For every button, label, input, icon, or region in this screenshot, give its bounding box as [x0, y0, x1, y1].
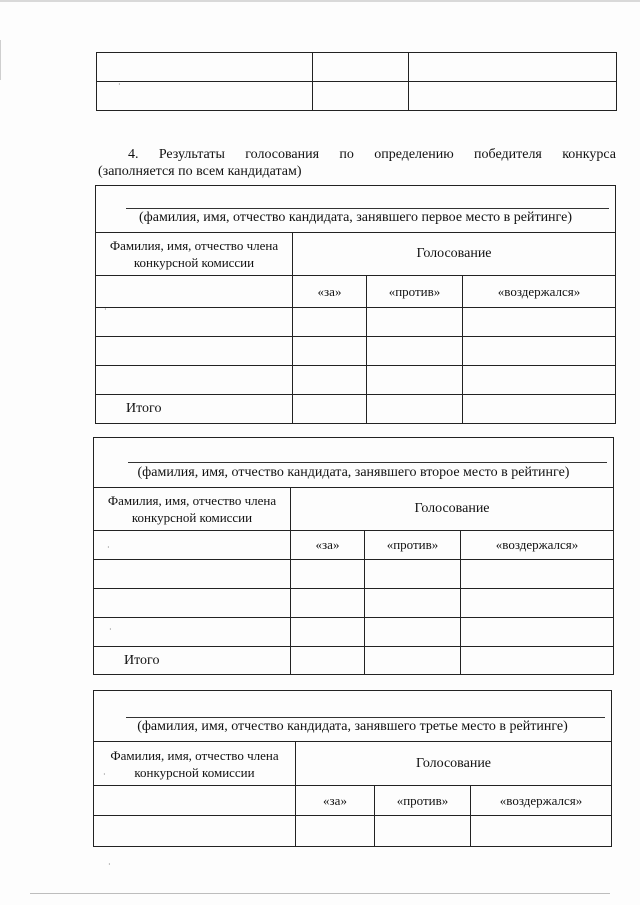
scan-speck: · [104, 305, 107, 314]
candidate-name-box-1 [95, 185, 616, 233]
option-for: «за» [293, 276, 367, 308]
table-cell [293, 337, 367, 366]
candidate-name-box-3 [93, 690, 612, 742]
section-heading [100, 146, 616, 180]
table-cell [94, 786, 296, 816]
table-row [94, 816, 612, 847]
table-row [94, 560, 614, 589]
candidate-caption-2: (фамилия, имя, отчество кандидата, занявшего второе место в рейтинге) [137, 465, 570, 480]
table-cell [291, 560, 365, 589]
table-cell [461, 560, 614, 589]
table-cell [291, 647, 365, 675]
heading-word: Результаты [158, 147, 225, 162]
table-cell [375, 816, 471, 847]
table-cell [367, 308, 463, 337]
table-row [94, 488, 614, 531]
option-against: «против» [367, 276, 463, 308]
table-row [94, 618, 614, 647]
table-cell [94, 589, 291, 618]
table-cell [461, 618, 614, 647]
scan-speck: · [109, 625, 112, 634]
heading-word: голосования [245, 147, 320, 162]
option-for: «за» [291, 531, 365, 560]
table-cell [97, 53, 313, 82]
option-abstained: «воздержался» [471, 786, 612, 816]
table-cell [293, 366, 367, 395]
table-cell [463, 366, 616, 395]
section-number: 4. [128, 147, 139, 162]
option-abstained: «воздержался» [463, 276, 616, 308]
table-cell [313, 53, 409, 82]
heading-word: конкурса [562, 147, 616, 162]
candidate-name-box-2 [93, 437, 614, 488]
total-label: Итого [94, 647, 291, 675]
table-cell [409, 53, 617, 82]
table-row [94, 742, 612, 786]
heading-line-1 [100, 146, 616, 163]
table-row [96, 337, 616, 366]
scan-speck: · [103, 770, 106, 779]
table-cell [367, 395, 463, 424]
table-cell [97, 82, 313, 111]
table-cell [291, 589, 365, 618]
option-abstained: «воздержался» [461, 531, 614, 560]
table-cell [94, 618, 291, 647]
table-cell [365, 647, 461, 675]
option-for: «за» [296, 786, 375, 816]
name-line [126, 717, 605, 718]
total-label: Итого [96, 395, 293, 424]
vote-table-3 [93, 741, 612, 847]
scan-edge-left [0, 40, 1, 80]
table-cell [461, 647, 614, 675]
scan-edge-top [0, 0, 640, 2]
table-row [97, 82, 617, 111]
table-cell [471, 816, 612, 847]
table-row [96, 366, 616, 395]
heading-word: победителя [474, 147, 542, 162]
name-line [128, 462, 607, 463]
member-header: Фамилия, имя, отчество члена конкурсной комиссии [96, 233, 293, 276]
table-cell [463, 337, 616, 366]
name-line [126, 208, 609, 209]
vote-table-1 [95, 232, 616, 424]
table-cell [365, 589, 461, 618]
table-row [94, 647, 614, 675]
continued-table [96, 52, 617, 111]
table-cell [313, 82, 409, 111]
table-cell [96, 276, 293, 308]
table-cell [463, 308, 616, 337]
table-cell [463, 395, 616, 424]
table-cell [293, 308, 367, 337]
heading-word: определению [374, 147, 454, 162]
member-header: Фамилия, имя, отчество члена конкурсной комиссии [94, 488, 291, 531]
table-cell [409, 82, 617, 111]
vote-header: Голосование [291, 488, 614, 531]
member-header: Фамилия, имя, отчество члена конкурсной комиссии [94, 742, 296, 786]
scan-edge-bottom [30, 893, 610, 894]
heading-line-2: (заполняется по всем кандидатам) [98, 164, 302, 179]
table-cell [94, 816, 296, 847]
table-cell [365, 618, 461, 647]
scan-speck: · [108, 860, 111, 869]
candidate-caption-1: (фамилия, имя, отчество кандидата, занявшего первое место в рейтинге) [139, 210, 572, 225]
heading-word: по [339, 147, 354, 162]
vote-header: Голосование [293, 233, 616, 276]
table-row [96, 233, 616, 276]
option-against: «против» [375, 786, 471, 816]
table-row [94, 531, 614, 560]
scan-speck: · [107, 543, 110, 552]
table-row [96, 276, 616, 308]
table-cell [461, 589, 614, 618]
table-cell [94, 531, 291, 560]
table-row [94, 786, 612, 816]
table-cell [96, 308, 293, 337]
vote-table-2 [93, 487, 614, 675]
candidate-caption-3: (фамилия, имя, отчество кандидата, занявшего третье место в рейтинге) [137, 719, 568, 734]
table-row [96, 395, 616, 424]
table-cell [367, 366, 463, 395]
table-cell [291, 618, 365, 647]
table-row [94, 589, 614, 618]
table-cell [367, 337, 463, 366]
table-row [97, 53, 617, 82]
table-cell [94, 560, 291, 589]
scan-speck: · [118, 80, 121, 89]
vote-header: Голосование [296, 742, 612, 786]
table-cell [96, 337, 293, 366]
table-cell [365, 560, 461, 589]
option-against: «против» [365, 531, 461, 560]
table-cell [296, 816, 375, 847]
table-cell [293, 395, 367, 424]
table-cell [96, 366, 293, 395]
table-row [96, 308, 616, 337]
